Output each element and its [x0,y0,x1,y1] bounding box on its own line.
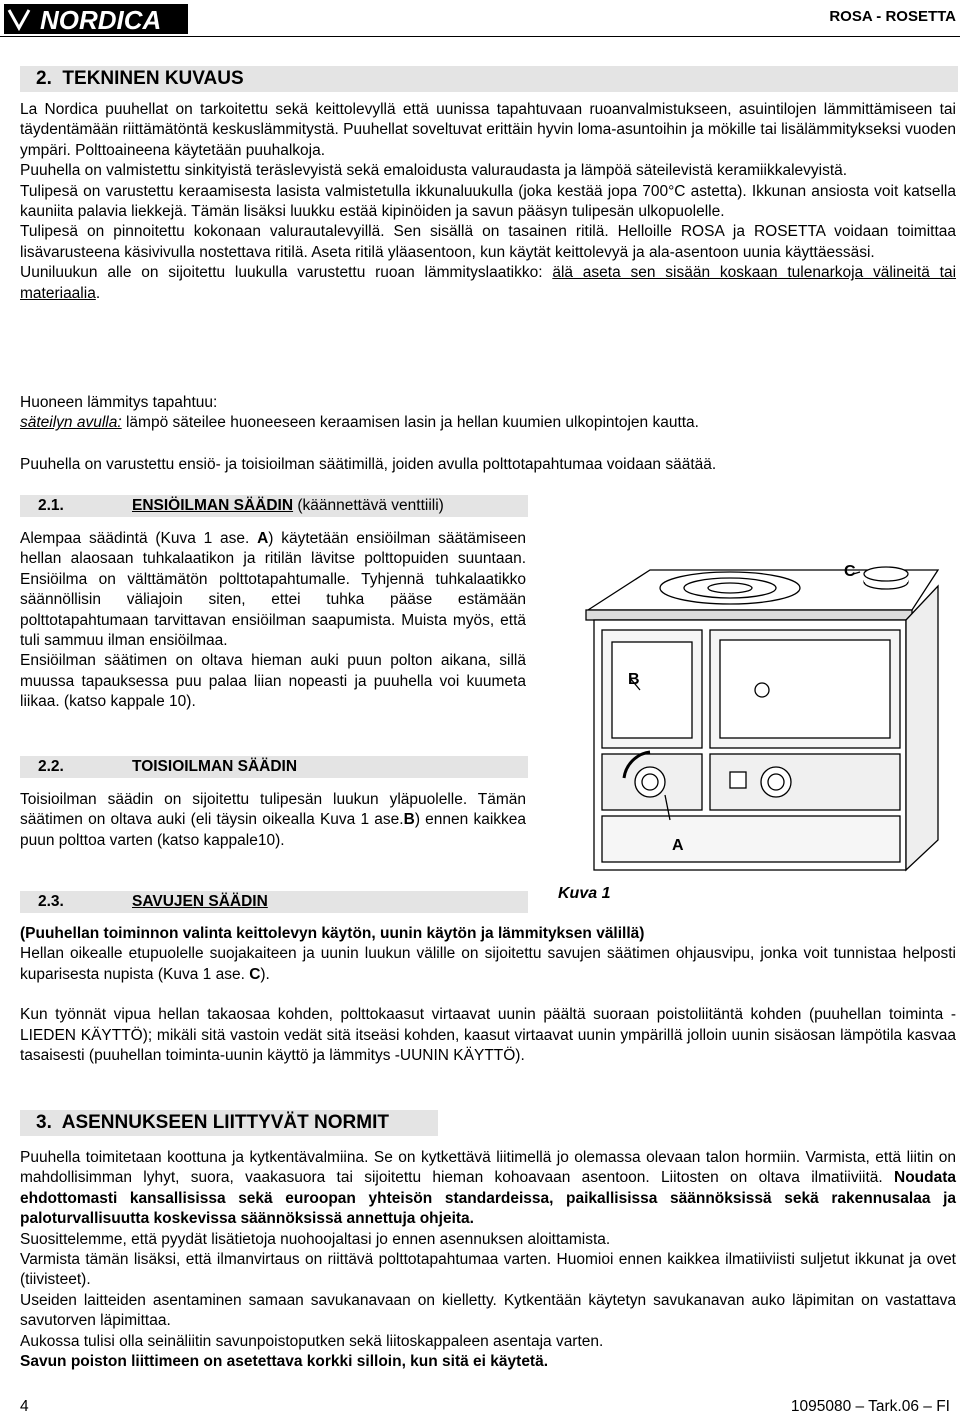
page-number: 4 [20,1398,29,1415]
thermometer-icon [755,683,769,697]
section-3-title: ASENNUKSEEN LIITTYVÄT NORMIT [61,1112,389,1133]
paragraph: Toisioilman säädin on sijoitettu tulipesän luukun yläpuolelle. Tämän säätimen on oltava auki (eli täysin oikealla Kuva 1 ase.B) ennen kaikkea puun polttoa varten (katso kappale10). [20,791,527,849]
paragraph: Hellan oikealle etupuolelle suojakaiteen ja uunin luukun välille on sijoitettu savujen säätimen ohjausvipu, jonka voit tunnistaa helposti kuparisesta nupista (Kuva 1 ase. C). [20,945,956,983]
section-2-heading [20,66,958,92]
heating-desc: säteilyn avulla: lämpö säteilee huoneeseen keraamisen lasin ja hellan kuumien ulkopintojen kautta. [20,414,699,432]
label-c: C [844,563,856,580]
model-name: ROSA - ROSETTA [829,8,956,25]
doc-code: 1095080 – Tark.06 – FI [790,1398,950,1415]
paragraph: Puuhella toimitetaan koottuna ja kytkentävalmiina. Se on kytkettävä liitimellä jo olemassa olevaan talon hormiin. Varmista, että liitin on mahdollisimman lyhyt, suora, vaakasuora tai sijoitettu hieman kohoavaan asentoon. Liitosten on oltava ilmatiiviitä. Noudata ehdottomasti kansallisissa sekä euroopan yhteisön standardeissa, paikallisissa säännöksissä sekä rakennusalaa ja paloturvallisuutta koskevissa säännöksissä annettuja ohjeita. [20,1149,956,1228]
paragraph: Puuhella on valmistettu sinkityistä teräslevyistä sekä emaloidusta valuraudasta ja lämpöä säteilevistä keramiikkalevyistä. [20,162,848,180]
figure-caption: Kuva 1 [558,885,611,902]
section-2-title: TEKNINEN KUVAUS [62,68,244,89]
subsection-2-2-body [20,790,526,851]
paragraph: Useiden laitteiden asentaminen samaan savukanavaan on kielletty. Kytkentään käytetyn savukanavan auko läpimitan on vastattava savutorven läpimittaa. [20,1291,956,1330]
subsection-2-1-body [20,529,526,713]
section-3-body [20,1148,956,1372]
header-divider [0,36,960,37]
logo-text: NORDICA [40,5,162,35]
paragraph: Uuniluukun alle on sijoitettu luukulla varustettu ruoan lämmityslaatikko: älä aseta sen sisään koskaan tulenarkoja välineitä tai materiaalia. [20,264,957,302]
nordica-logo [4,2,188,36]
heating-block [20,393,956,434]
section-3-heading [20,1110,438,1136]
regulators-intro [20,455,956,475]
subsection-2-2-heading [20,756,528,778]
subsection-2-3-body [20,924,956,1066]
section-2-number: 2. [36,68,52,89]
label-b: B [628,671,640,688]
lead-text: (Puuhellan toiminnon valinta keittolevyn käytön, uunin käytön ja lämmityksen välillä) [20,925,645,942]
page-header [0,0,960,36]
paragraph: Alempaa säädintä (Kuva 1 ase. A) käytetään ensiöilman säätämiseen hellan alaosaan tuhkalaatikon ja ritilän lävitse polttopuiden suuntaan. Ensiöilma on välttämätön polttotapahtumalle. Tyhjennä tuhkalaatikko säännöllisin väliajoin siten, ettei tuhka pääse estämään polttotapahtumaan tarvittavan ensiöilman saapumista. Muista myös, että tuli sammuu ilman ensiöilmaa. [20,530,526,650]
paragraph: Savun poiston liittimeen on asetettava korkki silloin, kun sitä ei käytetä. [20,1353,549,1371]
paragraph: Kun työnnät vipua hellan takaosaa kohden, polttokaasut virtaavat uunin päältä suoraan poistoliitäntä kohden (puuhellan toiminta - LIEDEN KÄYTTÖ); mikäli sitä vastoin vedät sitä itseäsi kohden, kaasut virtaavat uunin ympärillä jolloin uunin sisäosan lämpötila kasvaa tasaisesti (puuhellan toiminta-uunin käyttö ja lämmitys -UUNIN KÄYTTÖ). [20,1006,956,1065]
section-2-body [20,100,956,304]
subsection-title: ENSIÖILMAN SÄÄDIN (käännettävä venttiili) [132,497,444,514]
paragraph: Tulipesä on varustettu keraamisesta lasista valmistetulla ikkunaluukulla (joka kestää jopa 700°C astetta). Ikkunan ansiosta voit katsella kauniita palavia liekkejä. Tämän lisäksi luukku estää kipinöiden ja savun pääsyn tulipesän ulkopuolelle. [20,182,956,221]
subsection-number: 2.1. [38,497,64,514]
subsection-title: TOISIOILMAN SÄÄDIN [132,758,298,775]
subsection-number: 2.3. [38,893,64,910]
bottom-drawer [602,816,900,862]
label-a: A [672,837,684,854]
paragraph: Varmista tämän lisäksi, että ilmanvirtaus on riittävä polttotapahtumaa varten. Huomioi ennen kaikkea ilmatiiviisti suljetut ikkunat ja ovet (tiivisteet). [20,1251,956,1289]
subsection-2-1-heading [20,495,528,517]
subsection-number: 2.2. [38,758,64,775]
paragraph: Suosittelemme, että pyydät lisätietoja nuohoojaltasi jo ennen asennuksen aloittamista. [20,1230,611,1248]
heating-intro: Huoneen lämmitys tapahtuu: [20,394,218,411]
paragraph: La Nordica puuhellat on tarkoitettu sekä keittolevyllä että uunissa tapahtuvaan ruoanvalmistukseen, asuintilojen lämmittämiseen tai täydentämään riittämätöntä keskuslämmitystä. Puuhellat soveltuvat erittäin hyvin loma-asuntoihin ja mökille tai lisälämmitykseksi vuoden ympäri. Polttoaineena käytetään puuhalkoja. [20,101,956,159]
section-3-number: 3. [36,1112,52,1133]
warning-text: älä aseta sen sisään koskaan tulenarkoja välineitä tai materiaalia [20,264,957,302]
subsection-title: SAVUJEN SÄÄDIN [132,893,268,910]
paragraph: Puuhella on varustettu ensiö- ja toisioilman säätimillä, joiden avulla polttotapahtumaa voidaan säätää. [20,456,717,473]
stove-figure [540,530,960,910]
subsection-2-3-heading [20,891,528,913]
paragraph: Aukossa tulisi olla seinäliitin savunpoistoputken sekä liitoskappaleen asentaja varten. [20,1332,604,1350]
paragraph: Tulipesä on pinnoitettu kokonaan valurautalevyillä. Sen sisällä on tasainen ritilä. Helloille ROSA ja ROSETTA voidaan toimittaa lisävarusteena käsivivulla nostettava ritilä. Aseta ritilä yläasentoon, kun käytät keittolevyä ja ala-asentoon uunia käyttäessäsi. [20,223,956,261]
paragraph: Ensiöilman säätimen on oltava hieman auki puun polton aikana, sillä muussa tapauksessa puu palaa liian nopeasti ja puuhella voi kuumeta liikaa. (katso kappale 10). [20,652,526,711]
